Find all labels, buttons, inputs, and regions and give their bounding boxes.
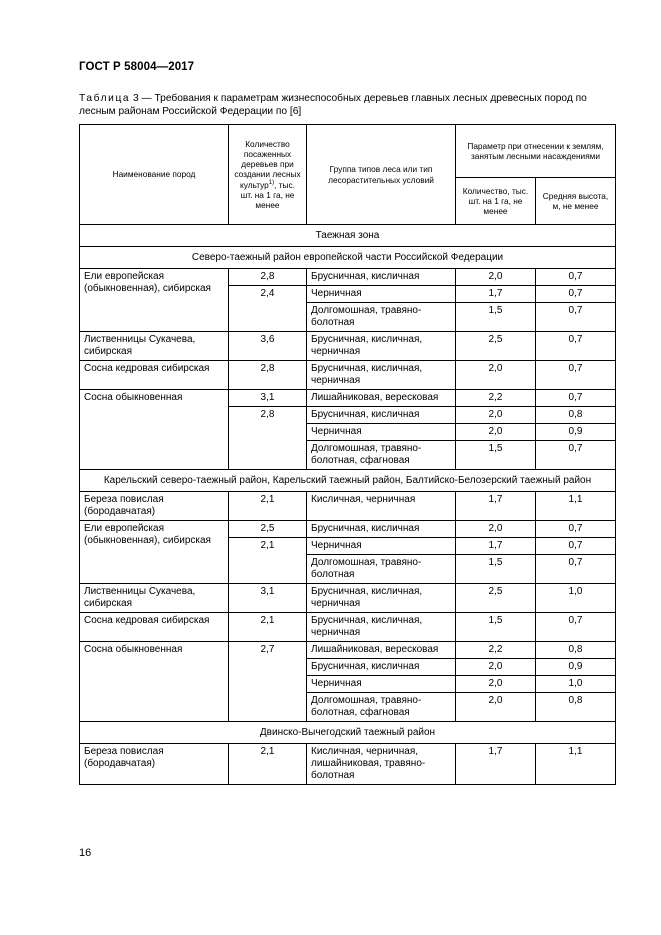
cell-group: Брусничная, кисличная bbox=[307, 521, 456, 538]
cell-species: Сосна обыкновенная bbox=[80, 642, 229, 722]
cell-group: Брусничная, кисличная bbox=[307, 659, 456, 676]
cell-group: Долгомошная, травяно-болотная bbox=[307, 303, 456, 332]
cell-qty: 2,0 bbox=[456, 693, 536, 722]
table-row bbox=[80, 584, 616, 613]
table-row bbox=[80, 521, 616, 538]
cell-species: Лиственницы Сукачева, сибирская bbox=[80, 584, 229, 613]
region-title: Северо-таежный район европейской части Российской Федерации bbox=[80, 247, 616, 269]
zone-row bbox=[80, 247, 616, 269]
header-planted-unit: , тыс. шт. на 1 га, не менее bbox=[240, 179, 295, 210]
cell-group: Долгомошная, травяно-болотная, сфагновая bbox=[307, 693, 456, 722]
cell-height: 0,7 bbox=[536, 303, 616, 332]
cell-planted: 2,1 bbox=[229, 744, 307, 785]
cell-species: Сосна кедровая сибирская bbox=[80, 613, 229, 642]
cell-height: 0,7 bbox=[536, 361, 616, 390]
cell-group: Долгомошная, травяно-болотная bbox=[307, 555, 456, 584]
cell-qty: 1,7 bbox=[456, 538, 536, 555]
caption-number: 3 bbox=[133, 93, 139, 104]
table-row bbox=[80, 332, 616, 361]
header-planted bbox=[229, 125, 307, 225]
cell-qty: 2,2 bbox=[456, 642, 536, 659]
header-planted-main: Количество посаженных деревьев при создании лесных культур bbox=[234, 138, 301, 190]
cell-group: Брусничная, кисличная, черничная bbox=[307, 613, 456, 642]
header-planted-footnote: 1) bbox=[268, 179, 275, 186]
cell-group: Кисличная, черничная bbox=[307, 492, 456, 521]
cell-group: Лишайниковая, вересковая bbox=[307, 390, 456, 407]
cell-species: Сосна кедровая сибирская bbox=[80, 361, 229, 390]
cell-height: 0,8 bbox=[536, 642, 616, 659]
cell-planted: 2,1 bbox=[229, 613, 307, 642]
cell-height: 1,0 bbox=[536, 676, 616, 693]
cell-group: Брусничная, кисличная, черничная bbox=[307, 584, 456, 613]
cell-species: Ели европейская (обыкновенная), сибирская bbox=[80, 269, 229, 332]
table-row bbox=[80, 269, 616, 286]
cell-planted: 2,1 bbox=[229, 538, 307, 584]
table-row bbox=[80, 642, 616, 659]
cell-height: 0,7 bbox=[536, 538, 616, 555]
cell-qty: 2,5 bbox=[456, 584, 536, 613]
cell-qty: 1,7 bbox=[456, 744, 536, 785]
cell-height: 1,1 bbox=[536, 492, 616, 521]
cell-height: 0,7 bbox=[536, 269, 616, 286]
cell-height: 0,7 bbox=[536, 521, 616, 538]
zone-row bbox=[80, 470, 616, 492]
cell-species: Ели европейская (обыкновенная), сибирская bbox=[80, 521, 229, 584]
cell-height: 0,9 bbox=[536, 659, 616, 676]
cell-group: Кисличная, черничная, лишайниковая, травяно-болотная bbox=[307, 744, 456, 785]
cell-group: Черничная bbox=[307, 538, 456, 555]
cell-qty: 1,5 bbox=[456, 555, 536, 584]
cell-height: 0,7 bbox=[536, 390, 616, 407]
zone-row bbox=[80, 722, 616, 744]
table-row bbox=[80, 361, 616, 390]
table-row bbox=[80, 390, 616, 407]
document-code: ГОСТ Р 58004—2017 bbox=[79, 61, 195, 73]
requirements-table bbox=[79, 124, 616, 785]
cell-species: Лиственницы Сукачева, сибирская bbox=[80, 332, 229, 361]
region-title: Двинско-Вычегодский таежный район bbox=[80, 722, 616, 744]
cell-qty: 1,5 bbox=[456, 613, 536, 642]
cell-qty: 1,5 bbox=[456, 303, 536, 332]
cell-group: Черничная bbox=[307, 424, 456, 441]
cell-group: Брусничная, кисличная bbox=[307, 269, 456, 286]
zone-row bbox=[80, 225, 616, 247]
cell-planted: 2,1 bbox=[229, 492, 307, 521]
cell-height: 0,7 bbox=[536, 441, 616, 470]
table-row bbox=[80, 613, 616, 642]
cell-planted: 2,8 bbox=[229, 269, 307, 286]
cell-group: Долгомошная, травяно-болотная, сфагновая bbox=[307, 441, 456, 470]
region-title: Карельский северо-таежный район, Карельский таежный район, Балтийско-Белозерский таежный район bbox=[80, 470, 616, 492]
header-quantity: Количество, тыс. шт. на 1 га, не менее bbox=[456, 178, 536, 225]
cell-height: 0,7 bbox=[536, 555, 616, 584]
cell-height: 0,7 bbox=[536, 332, 616, 361]
cell-group: Лишайниковая, вересковая bbox=[307, 642, 456, 659]
cell-qty: 2,0 bbox=[456, 269, 536, 286]
cell-qty: 1,5 bbox=[456, 441, 536, 470]
cell-qty: 2,2 bbox=[456, 390, 536, 407]
cell-planted: 2,4 bbox=[229, 286, 307, 332]
cell-height: 0,8 bbox=[536, 693, 616, 722]
cell-qty: 2,0 bbox=[456, 424, 536, 441]
cell-planted: 2,5 bbox=[229, 521, 307, 538]
cell-qty: 2,5 bbox=[456, 332, 536, 361]
cell-species: Береза повислая (бородавчатая) bbox=[80, 744, 229, 785]
cell-qty: 1,7 bbox=[456, 492, 536, 521]
header-height: Средняя высота, м, не менее bbox=[536, 178, 616, 225]
cell-species: Береза повислая (бородавчатая) bbox=[80, 492, 229, 521]
table-row bbox=[80, 744, 616, 785]
cell-qty: 2,0 bbox=[456, 521, 536, 538]
table-row bbox=[80, 492, 616, 521]
header-forest-group: Группа типов леса или тип лесорастительных условий bbox=[307, 125, 456, 225]
header-param-group: Параметр при отнесении к землям, занятым лесными насаждениями bbox=[456, 125, 616, 178]
cell-planted: 2,7 bbox=[229, 642, 307, 722]
cell-planted: 3,1 bbox=[229, 390, 307, 407]
cell-qty: 2,0 bbox=[456, 361, 536, 390]
table-caption bbox=[79, 92, 614, 118]
cell-group: Черничная bbox=[307, 286, 456, 303]
cell-planted: 3,6 bbox=[229, 332, 307, 361]
page-number: 16 bbox=[79, 847, 92, 859]
cell-group: Брусничная, кисличная, черничная bbox=[307, 332, 456, 361]
caption-label: Таблица bbox=[79, 93, 131, 104]
cell-height: 0,7 bbox=[536, 286, 616, 303]
cell-height: 0,7 bbox=[536, 613, 616, 642]
cell-group: Брусничная, кисличная, черничная bbox=[307, 361, 456, 390]
zone-title: Таежная зона bbox=[80, 225, 616, 247]
cell-qty: 1,7 bbox=[456, 286, 536, 303]
cell-species: Сосна обыкновенная bbox=[80, 390, 229, 470]
cell-group: Брусничная, кисличная bbox=[307, 407, 456, 424]
cell-planted: 2,8 bbox=[229, 361, 307, 390]
header-species: Наименование пород bbox=[80, 125, 229, 225]
cell-qty: 2,0 bbox=[456, 407, 536, 424]
cell-height: 0,8 bbox=[536, 407, 616, 424]
cell-height: 1,1 bbox=[536, 744, 616, 785]
caption-text: — Требования к параметрам жизнеспособных деревьев главных лесных древесных пород по лесным районам Российской Федерации по [6] bbox=[79, 93, 587, 117]
cell-group: Черничная bbox=[307, 676, 456, 693]
cell-qty: 2,0 bbox=[456, 659, 536, 676]
cell-height: 0,9 bbox=[536, 424, 616, 441]
cell-planted: 3,1 bbox=[229, 584, 307, 613]
cell-planted: 2,8 bbox=[229, 407, 307, 470]
cell-qty: 2,0 bbox=[456, 676, 536, 693]
cell-height: 1,0 bbox=[536, 584, 616, 613]
